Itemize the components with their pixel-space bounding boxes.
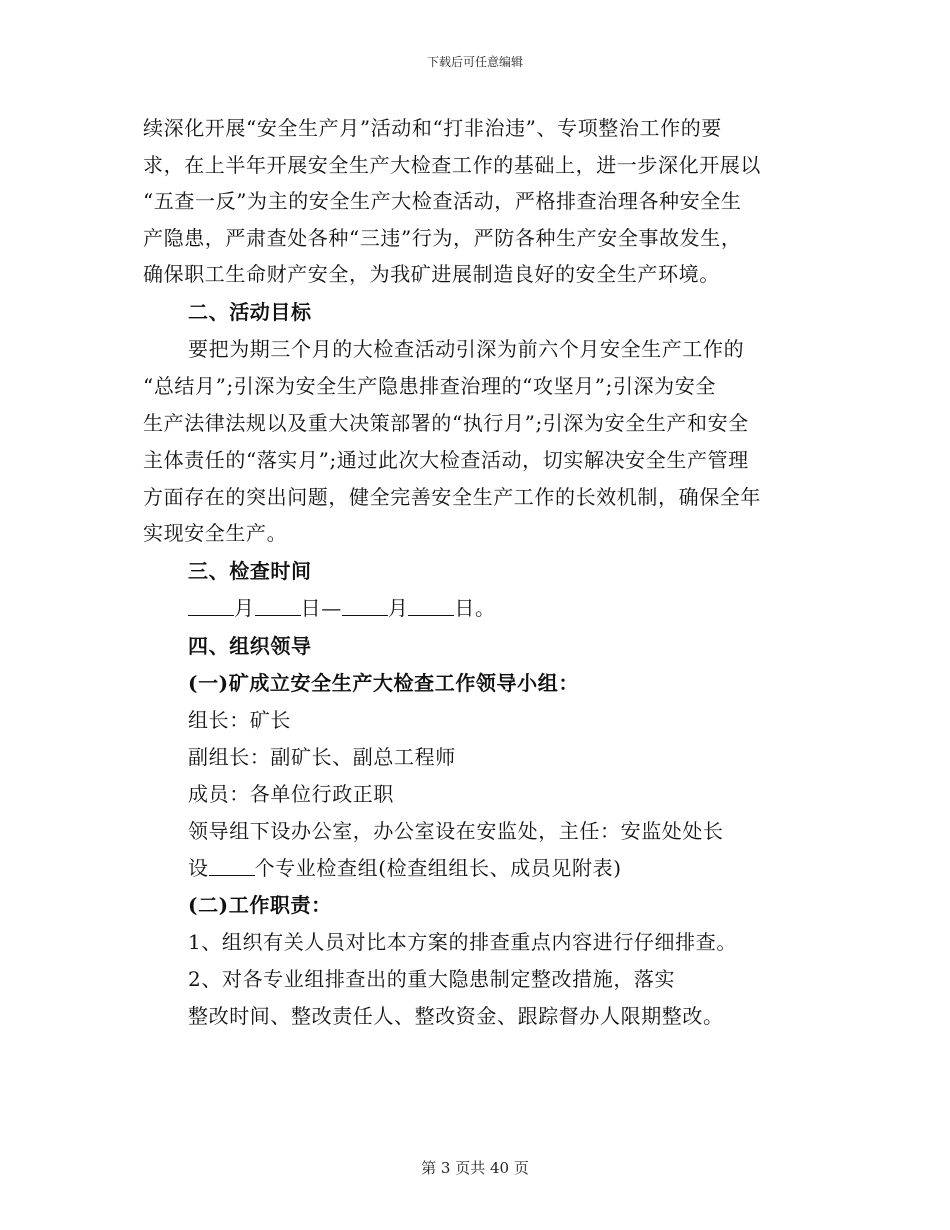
paragraph-line: 整改时间、整改责任人、整改资金、跟踪督办人限期整改。 — [188, 1004, 724, 1028]
paragraph-line: 2、对各专业组排查出的重大隐患制定整改措施，落实 — [188, 967, 676, 991]
paragraph-line: “总结月”;引深为安全生产隐患排查治理的“攻坚月”;引深为安全 — [143, 374, 716, 398]
blank-underline — [188, 597, 234, 616]
date-part: 日— — [300, 596, 342, 620]
section-heading: 二、活动目标 — [188, 300, 312, 324]
subsection-heading: (二)工作职责： — [188, 893, 332, 917]
paragraph-line: 生产法律法规以及重大决策部署的“执行月”;引深为安全生产和安全 — [143, 411, 749, 435]
section-heading: 四、组织领导 — [188, 634, 312, 658]
blank-underline — [255, 597, 301, 616]
paragraph-line: “五查一反”为主的安全生产大检查活动，严格排查治理各种安全生 — [143, 189, 742, 213]
section-heading: 三、检查时间 — [188, 559, 312, 583]
paragraph-line: 确保职工生命财产安全，为我矿进展制造良好的安全生产环境。 — [143, 262, 720, 286]
date-part: 月 — [234, 596, 255, 620]
paragraph-line: 组长：矿长 — [188, 708, 291, 732]
date-range-line — [188, 595, 496, 621]
paragraph-line: 实现安全生产。 — [143, 521, 288, 545]
blank-underline — [209, 857, 255, 876]
paragraph-line: 1、组织有关人员对比本方案的排查重点内容进行仔细排查。 — [188, 930, 737, 954]
page-header: 下载后可任意编辑 — [426, 55, 523, 69]
date-part: 月 — [387, 596, 409, 620]
paragraph-line: 成员：各单位行政正职 — [188, 782, 394, 806]
paragraph-line: 领导组下设办公室，办公室设在安监处，主任：安监处处长 — [188, 819, 724, 843]
paragraph-line: 方面存在的突出问题，健全完善安全生产工作的长效机制，确保全年 — [143, 485, 761, 509]
blank-underline — [408, 597, 454, 616]
paragraph-line: 产隐患，严肃查处各种“三违”行为，严防各种生产安全事故发生， — [143, 226, 742, 250]
line-prefix: 设 — [188, 856, 209, 880]
paragraph-line: 求，在上半年开展安全生产大检查工作的基础上，进一步深化开展以 — [143, 153, 761, 177]
group-count-line — [188, 855, 622, 881]
date-part: 日。 — [454, 596, 496, 620]
paragraph-line: 副组长：副矿长、副总工程师 — [188, 745, 456, 769]
blank-underline — [342, 597, 388, 616]
paragraph-line: 要把为期三个月的大检查活动引深为前六个月安全生产工作的 — [188, 337, 745, 361]
line-suffix: 个专业检查组(检查组组长、成员见附表) — [254, 856, 622, 880]
page-footer: 第 3 页共 40 页 — [421, 1159, 529, 1177]
paragraph-line: 主体责任的“落实月”;通过此次大检查活动，切实解决安全生产管理 — [143, 448, 749, 472]
paragraph-line: 续深化开展“安全生产月”活动和“打非治违”、专项整治工作的要 — [143, 116, 722, 140]
subsection-heading: (一)矿成立安全生产大检查工作领导小组： — [188, 671, 579, 695]
